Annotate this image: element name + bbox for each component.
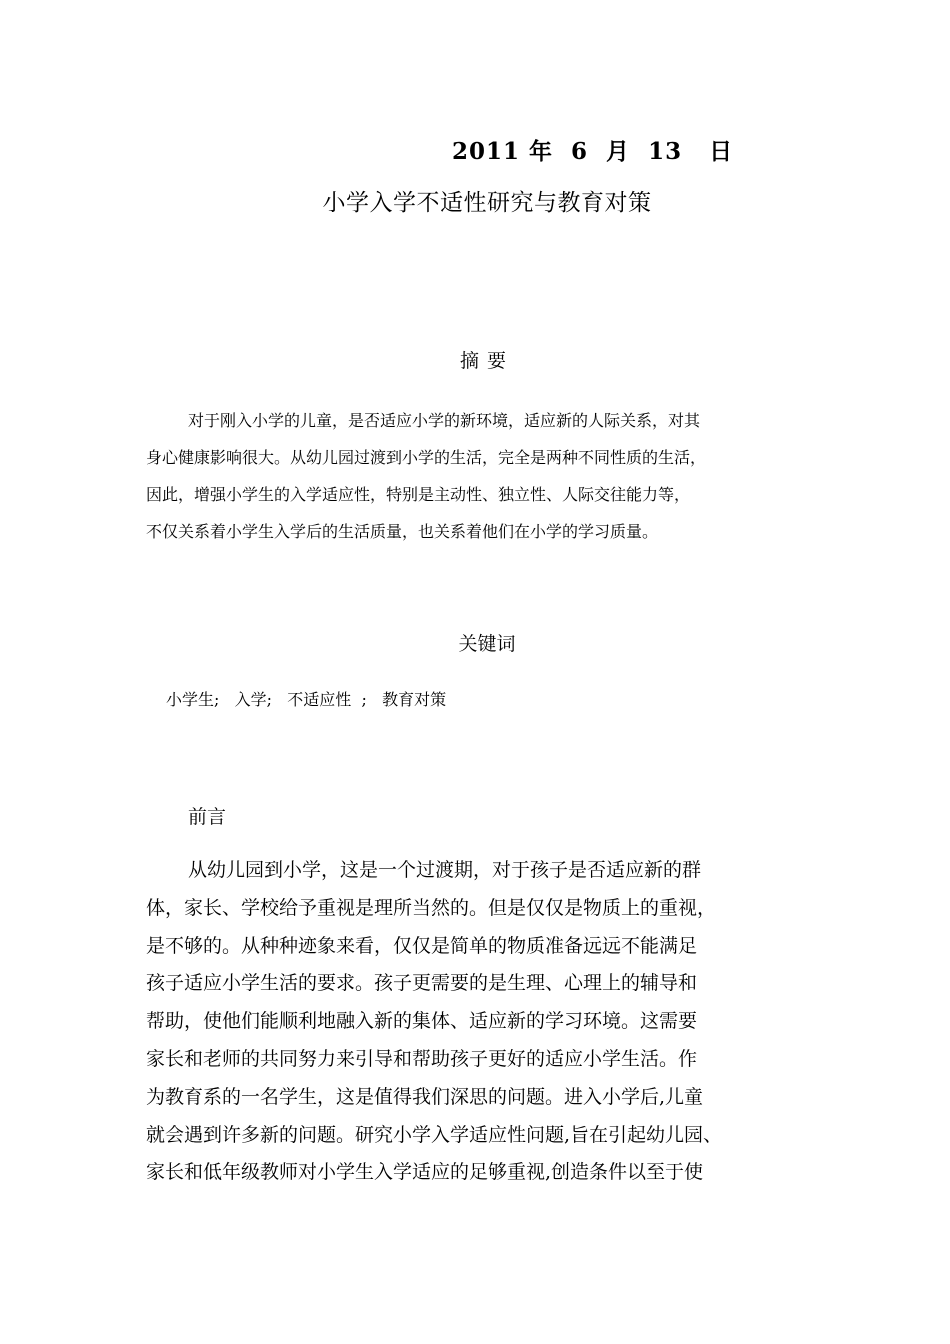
abstract-line: 不仅关系着小学生入学后的生活质量，也关系着他们在小学的学习质量。	[146, 522, 659, 541]
abstract-line: 因此，增强小学生的入学适应性，特别是主动性、独立性、人际交往能力等，	[146, 485, 691, 504]
abstract-line: 身心健康影响很大。从幼儿园过渡到小学的生活，完全是两种不同性质的生活，	[146, 448, 707, 467]
abstract-heading: 摘要	[459, 350, 514, 372]
document-date: 2011 年 6 月 13 日	[452, 138, 734, 165]
preface-line: 体，家长、学校给予重视是理所当然的。但是仅仅是物质上的重视，	[146, 896, 717, 919]
preface-line: 家长和低年级教师对小学生入学适应的足够重视,创造条件以至于使	[146, 1161, 704, 1184]
preface-line: 为教育系的一名学生，这是值得我们深思的问题。进入小学后,儿童	[146, 1085, 704, 1108]
preface-line: 是不够的。从种种迹象来看，仅仅是简单的物质准备远远不能满足	[146, 934, 698, 957]
preface-line: 从幼儿园到小学，这是一个过渡期，对于孩子是否适应新的群	[188, 859, 702, 881]
keywords-list: 小学生; 入学; 不适应性 ; 教育对策	[166, 690, 447, 709]
preface-line: 家长和老师的共同努力来引导和帮助孩子更好的适应小学生活。作	[146, 1047, 698, 1070]
abstract-line: 对于刚入小学的儿童，是否适应小学的新环境，适应新的人际关系，对其	[188, 411, 701, 430]
keywords-heading: 关键词	[458, 633, 516, 655]
preface-line: 就会遇到许多新的问题。研究小学入学适应性问题,旨在引起幼儿园、	[146, 1123, 723, 1146]
abstract-body	[146, 402, 822, 550]
preface-line: 孩子适应小学生活的要求。孩子更需要的是生理、心理上的辅导和	[146, 972, 698, 995]
preface-line: 帮助，使他们能顺利地融入新的集体、适应新的学习环境。这需要	[146, 1010, 698, 1033]
preface-body	[146, 852, 826, 1192]
document-title: 小学入学不适性研究与教育对策	[322, 190, 652, 216]
preface-heading: 前言	[188, 806, 227, 828]
